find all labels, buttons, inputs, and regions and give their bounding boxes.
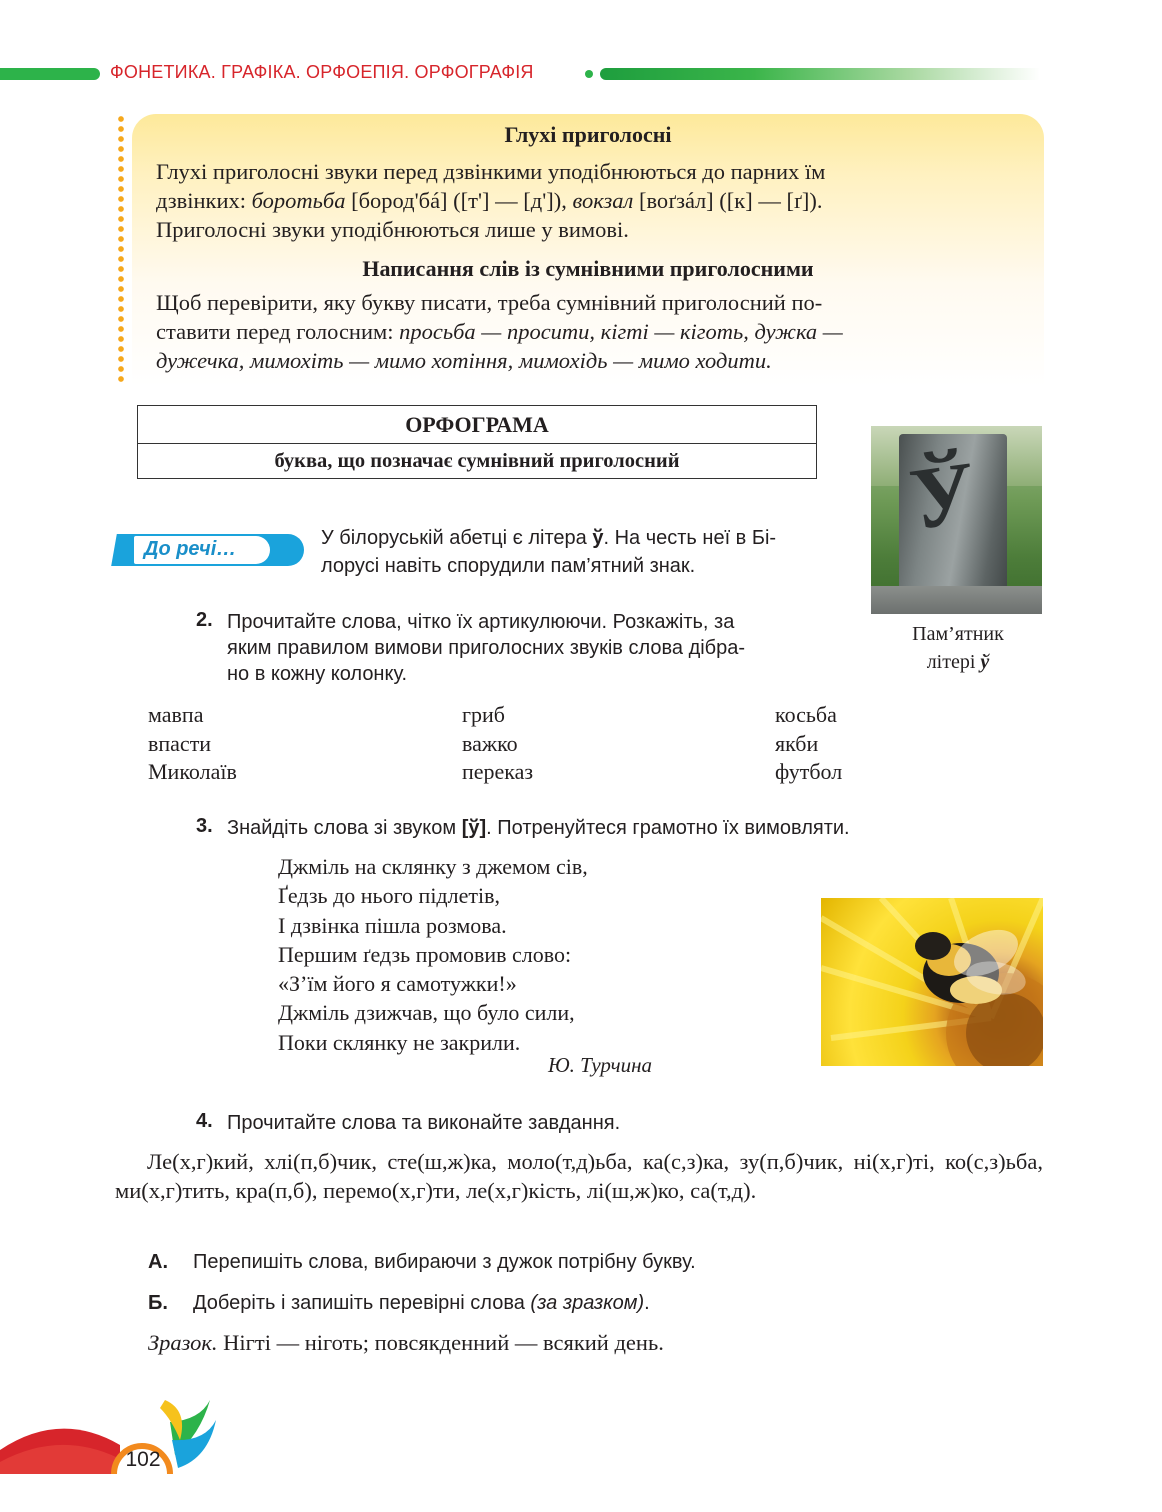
list-item: гриб xyxy=(462,702,505,727)
poem-line: Джміль на склянку з джемом сів, xyxy=(278,854,588,879)
poem-line: Першим ґедзь промовив слово: xyxy=(278,941,572,967)
task-4a-label: А. xyxy=(148,1251,168,1273)
poem-author: Ю. Турчина xyxy=(548,1053,653,1077)
poem-line: «З’їм його я самотужки!» xyxy=(278,971,517,997)
list-item: косьба xyxy=(775,702,837,727)
by-the-way-badge xyxy=(114,534,304,566)
task-4a-text: Перепишіть слова, вибираючи з дужок потрібну букву. xyxy=(193,1251,696,1273)
list-item: впасти xyxy=(148,730,212,756)
monument-letter: Ў xyxy=(904,443,983,550)
task-3-number: 3. xyxy=(196,815,213,837)
by-the-way-text: У білоруській абетці є літера ў. На честь неї в Бі- лорусі навіть спорудили пам’ятний знак. xyxy=(321,527,777,577)
list-item: футбол xyxy=(775,759,843,784)
header-dot xyxy=(585,70,593,78)
rule-p2-line1: Щоб перевірити, яку букву писати, треба сумнівний приголосний по- xyxy=(156,290,823,315)
sample: Зразок. Нігті — ніготь; повсякденний — всякий день. xyxy=(148,1330,664,1355)
section-title: ФОНЕТИКА. ГРАФІКА. ОРФОЕПІЯ. ОРФОГРАФІЯ xyxy=(110,62,534,82)
task-2-number: 2. xyxy=(196,609,213,631)
task-3-text: Знайдіть слова зі звуком [ў]. Потренуйтеся грамотно їх вимовляти. xyxy=(227,817,850,839)
bee-illustration xyxy=(821,898,1043,1066)
task-4b-label: Б. xyxy=(148,1292,168,1314)
bee-photo xyxy=(821,898,1043,1066)
word-column-1 xyxy=(148,701,237,787)
orthogram-title: ОРФОГРАМА xyxy=(138,406,816,444)
poem-line: І дзвінка пішла розмова. xyxy=(278,912,507,938)
rule-p2-line2: ставити перед голосним: просьба — просити, кігті — кіготь, дужка — xyxy=(156,319,843,344)
task-4-number: 4. xyxy=(196,1110,213,1132)
rule-p1-line3: Приголосні звуки уподібнюються лише у вимові. xyxy=(156,217,629,242)
page-number: 102 xyxy=(125,1448,161,1471)
poem-line: Поки склянку не закрили. xyxy=(278,1029,521,1055)
task-2-text: Прочитайте слова, чітко їх артикулюючи. Розкажіть, за яким правилом вимови приголосних звуків слова дібра- но в кожну колонку. xyxy=(227,611,746,685)
word-column-2 xyxy=(462,701,533,787)
list-item: переказ xyxy=(462,759,534,784)
word-column-3 xyxy=(775,701,842,787)
task-4b-text: Доберіть і запишіть перевірні слова (за зразком). xyxy=(193,1292,650,1314)
list-item: важко xyxy=(462,730,518,756)
rule-p1-line1: Глухі приголосні звуки перед дзвінкими уподібнюються до парних їм xyxy=(156,159,826,184)
by-the-way-label: До речі… xyxy=(144,538,237,560)
header-left-bar xyxy=(0,68,100,80)
list-item: Миколаїв xyxy=(148,759,237,784)
list-item: якби xyxy=(775,730,819,756)
rule-heading-voiceless: Глухі приголосні xyxy=(504,122,672,147)
rule-paragraph-1 xyxy=(156,157,1038,244)
poem-line: Ґедзь до нього підлетів, xyxy=(278,883,500,909)
rule-heading-doubtful: Написання слів із сумнівними приголосними xyxy=(362,256,814,281)
monument-photo xyxy=(871,426,1042,614)
orthogram-table xyxy=(137,405,817,479)
header-right-bar xyxy=(600,68,1040,80)
dotted-border xyxy=(117,114,125,386)
poem xyxy=(278,852,588,1057)
monument-base xyxy=(871,586,1042,614)
task-4-text: Прочитайте слова та виконайте завдання. xyxy=(227,1112,621,1134)
rule-paragraph-2 xyxy=(156,288,1038,375)
exercise-4-words: Ле(х,г)кий, хлі(п,б)чик, сте(ш,ж)ка, моло(т,д)ьба, ка(с,з)ка, зу(п,б)чик, ні(х,г)ті, ко(с,з)ьба, ми(х,г)тить, кра(п,б), перемо(х,г)ти, ле(х,г)кість, лі(ш,ж)ко, са(т,д). xyxy=(115,1149,1043,1203)
monument-caption: Пам’ятник літері ў xyxy=(912,623,1004,673)
orthogram-text: буква, що позначає сумнівний приголосний xyxy=(274,450,680,472)
rule-p2-line3: дужечка, мимохіть — мимо хотіння, мимохідь — мимо ходити. xyxy=(156,348,772,373)
rule-p1-line2: дзвінких: боротьба [бород'бá] ([т'] — [д']), вокзал [воґзáл] ([к] — [ґ]). xyxy=(156,188,823,213)
list-item: мавпа xyxy=(148,702,204,727)
poem-line: Джміль дзижчав, що було сили, xyxy=(278,1000,575,1026)
